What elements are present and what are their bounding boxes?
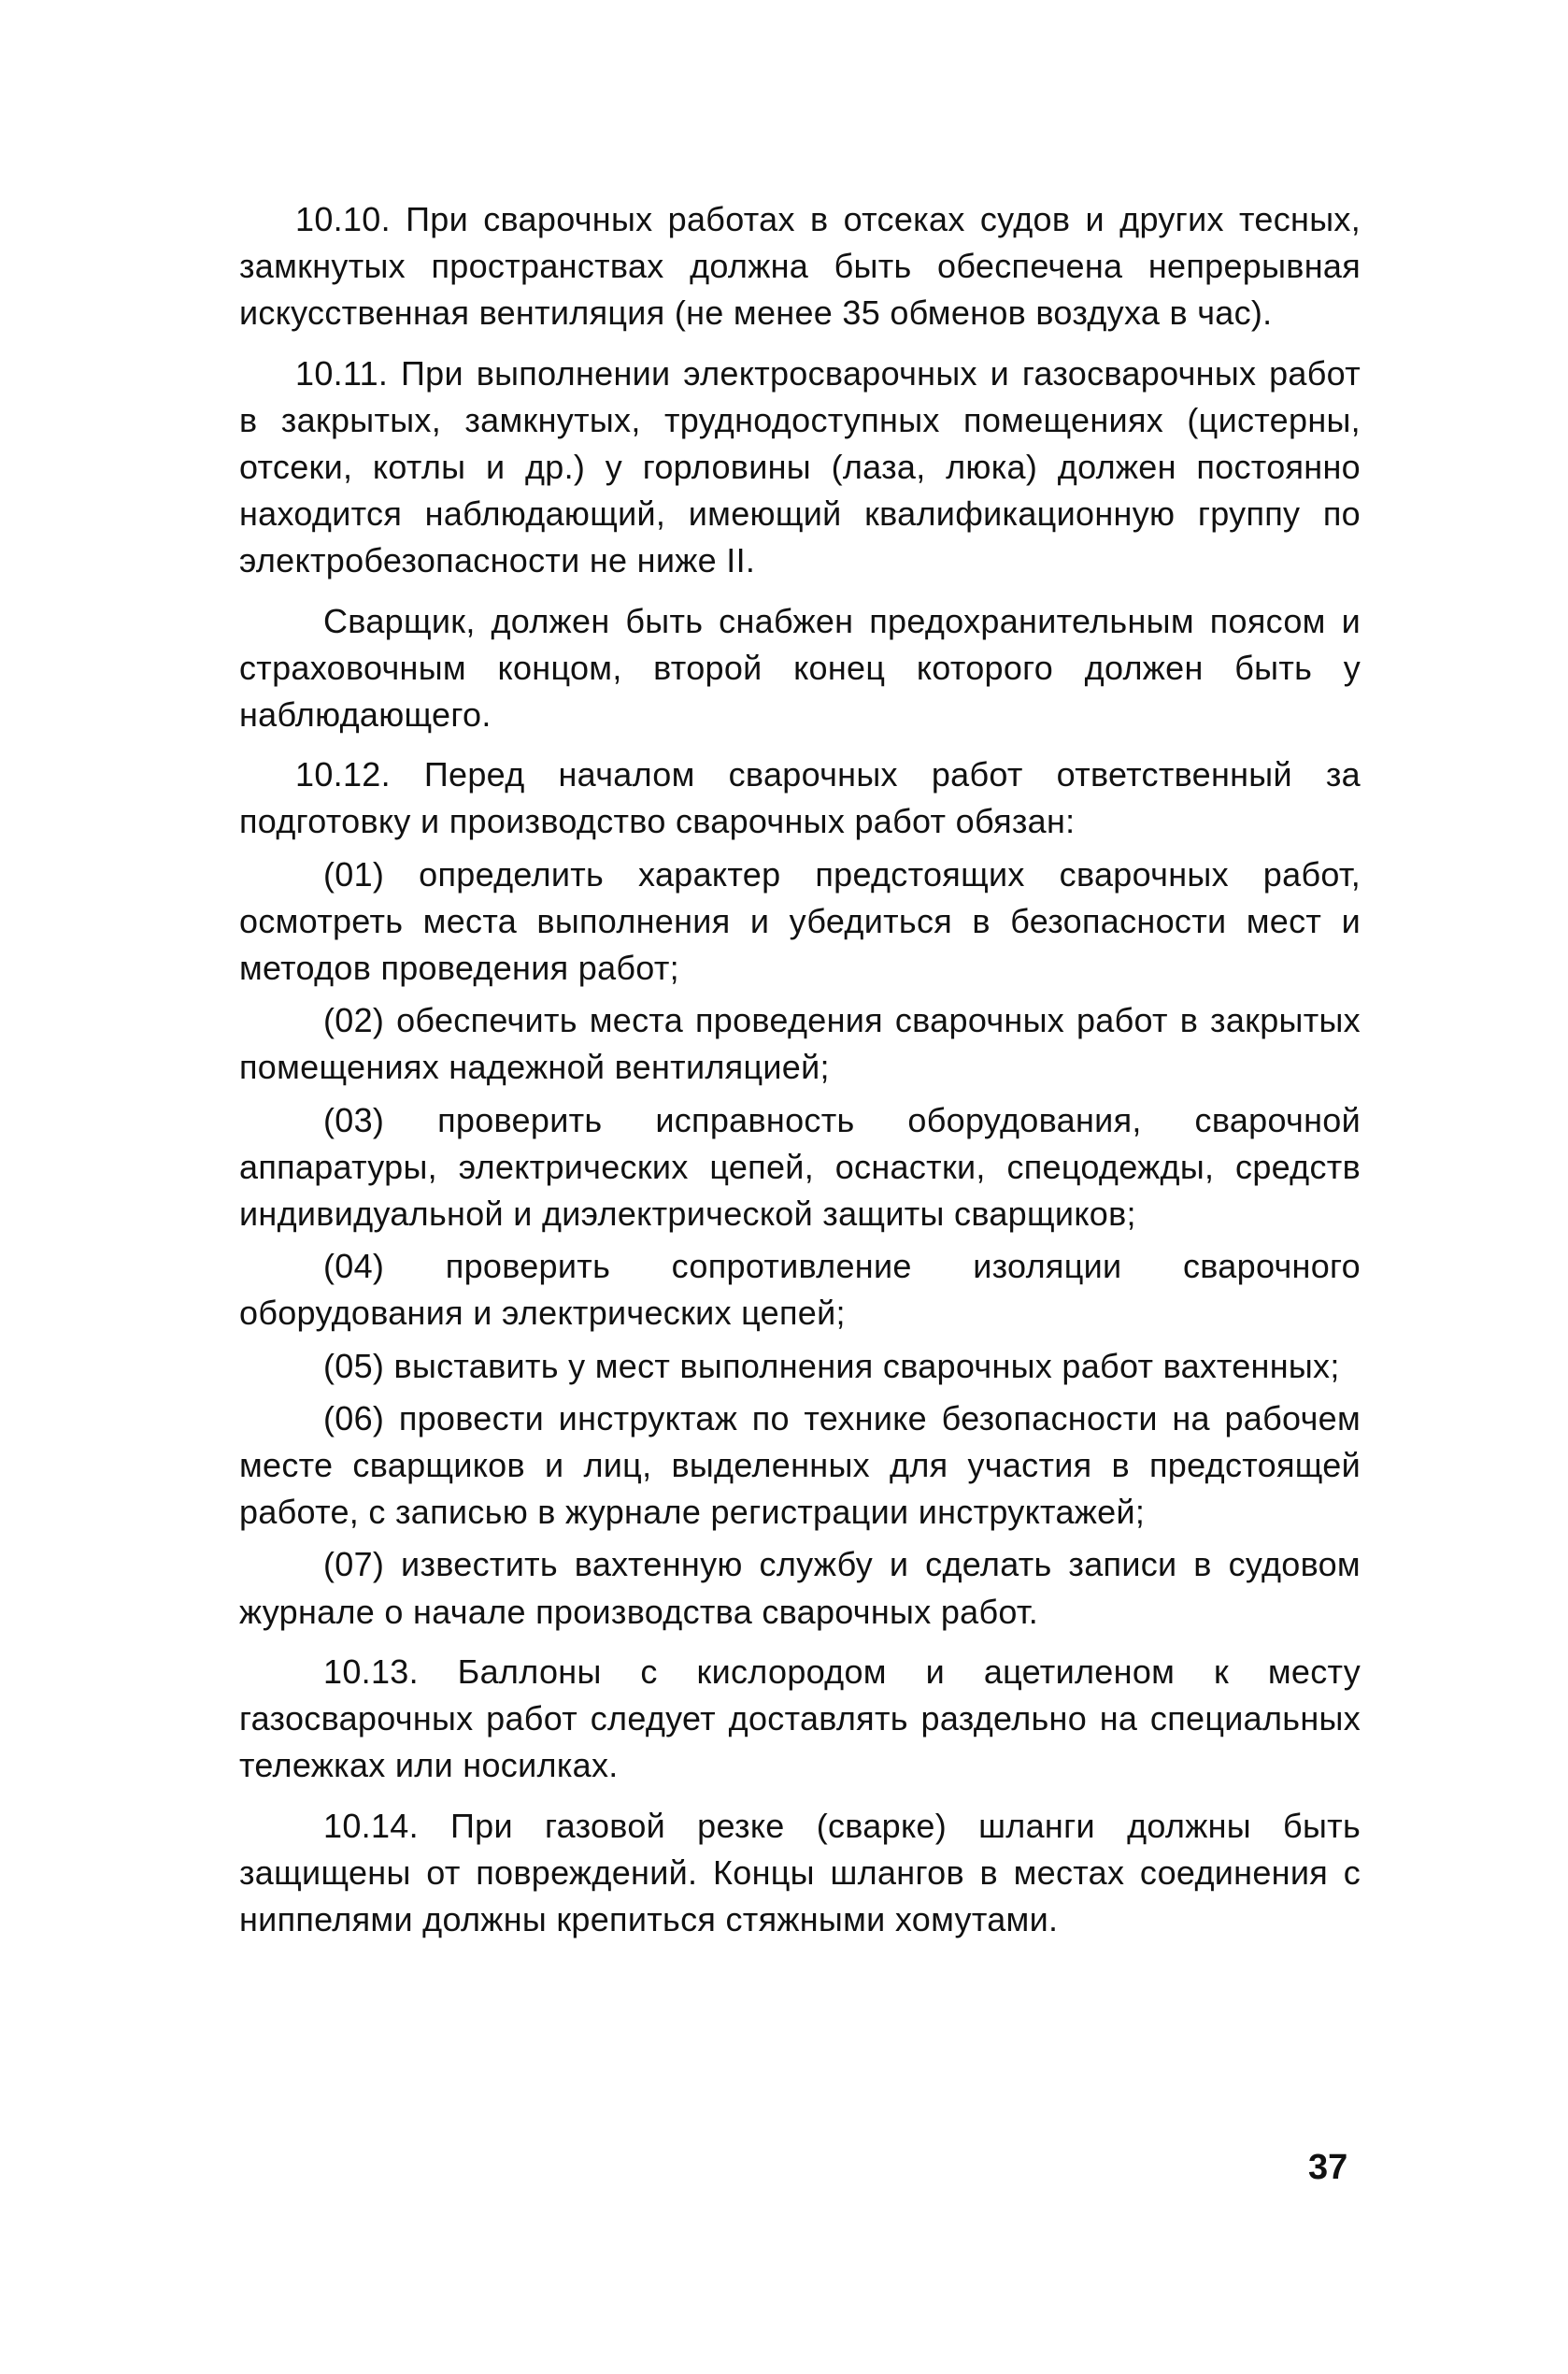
document-body <box>239 196 1361 1943</box>
paragraph-10-14: 10.14. При газовой резке (сварке) шланги должны быть защищены от повреждений. Концы шлангов в местах соединения с ниппелями должны крепиться стяжными хомутами. <box>239 1806 1361 1938</box>
paragraph-10-12: 10.12. Перед началом сварочных работ ответственный за подготовку и производство сварочных работ обязан: <box>239 755 1361 841</box>
page-number: 37 <box>1308 2148 1348 2187</box>
paragraph-10-13: 10.13. Баллоны с кислородом и ацетиленом к месту газосварочных работ следует доставлять раздельно на специальных тележках или носилках. <box>239 1652 1361 1785</box>
list-item-02: (02) обеспечить места проведения сварочных работ в закрытых помещениях надежной вентиляцией; <box>239 1001 1361 1087</box>
paragraph-10-11: 10.11. При выполнении электросварочных и газосварочных работ в закрытых, замкнутых, труднодоступных помещениях (цистерны, отсеки, котлы и др.) у горловины (лаза, люка) должен постоянно находится наблюдающий, имеющий квалификационную группу по электробезопасности не ниже II. <box>239 353 1361 580</box>
list-item-03: (03) проверить исправность оборудования, сварочной аппаратуры, электрических цепей, оснастки, спецодежды, средств индивидуальной и диэлектрической защиты сварщиков; <box>239 1100 1361 1234</box>
paragraph-welder: Сварщик, должен быть снабжен предохранительным поясом и страховочным концом, второй конец которого должен быть у наблюдающего. <box>239 601 1361 735</box>
paragraph-10-10: 10.10. При сварочных работах в отсеках судов и других тесных, замкнутых пространствах должна быть обеспечена непрерывная искусственная вентиляция (не менее 35 обменов воздуха в час). <box>239 200 1361 333</box>
list-item-05: (05) выставить у мест выполнения сварочных работ вахтенных; <box>323 1346 1340 1385</box>
list-item-04: (04) проверить сопротивление изоляции сварочного оборудования и электрических цепей; <box>239 1247 1361 1333</box>
list-item-06: (06) провести инструктаж по технике безопасности на рабочем месте сварщиков и лиц, выделенных для участия в предстоящей работе, с записью в журнале регистрации инструктажей; <box>239 1398 1361 1532</box>
list-item-07: (07) известить вахтенную службу и сделать записи в судовом журнале о начале производства сварочных работ. <box>239 1545 1361 1631</box>
list-item-01: (01) определить характер предстоящих сварочных работ, осмотреть места выполнения и убедиться в безопасности мест и методов проведения работ; <box>239 854 1361 988</box>
